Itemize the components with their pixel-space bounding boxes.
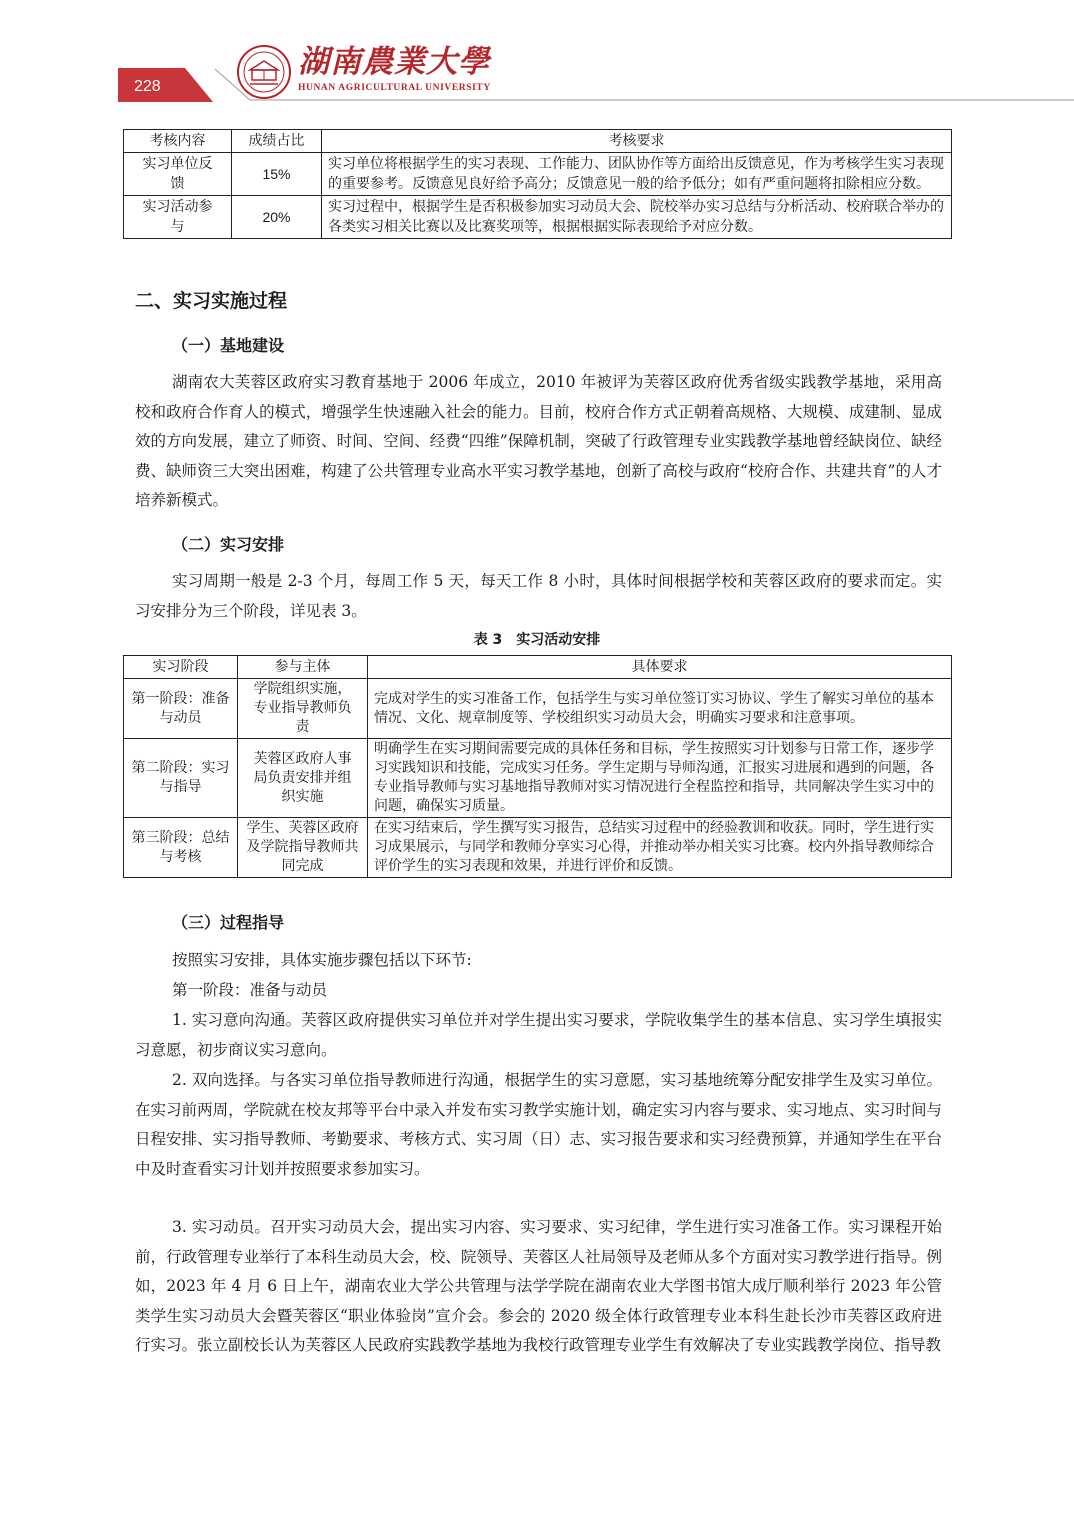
party-cell: 学院组织实施，专业指导教师负责 xyxy=(238,679,368,739)
paragraph: 湖南农大芙蓉区政府实习教育基地于 2006 年成立，2010 年被评为芙蓉区政府优秀省级实践教学基地，采用高校和政府合作育人的模式，增强学生快速融入社会的能力。目前，校府合作方式正朝着高规格、大规模、成建制、显成效的方向发展，建立了师资、时间、空间、经费“四维”保障机制，突破了行政管理专业实践教学基地曾经缺岗位、缺经费、缺师资三大突出困难，构建了公共管理专业高水平实习教学基地，创新了高校与政府“校府合作、共建共育”的人才培养新模式。 xyxy=(135,373,942,509)
requirement-cell: 在实习结束后，学生撰写实习报告，总结实习过程中的经验教训和收获。同时，学生进行实习成果展示，与同学和教师分享实习心得，并推动举办相关实习比赛。校内外指导教师综合评价学生的实习表现和效果，并进行评价和反馈。 xyxy=(368,818,952,878)
assessment-ratio: 15% xyxy=(232,153,322,196)
table-row xyxy=(124,196,952,239)
table-header-cell: 具体要求 xyxy=(368,656,952,679)
assessment-item: 实习活动参与 xyxy=(124,196,232,239)
table-header-cell: 参与主体 xyxy=(238,656,368,679)
table-header-cell: 考核要求 xyxy=(322,130,952,153)
paragraph: 3. 实习动员。召开实习动员大会，提出实习内容、实习要求、实习纪律，学生进行实习准备工作。实习课程开始前，行政管理专业举行了本科生动员大会，校、院领导、芙蓉区人社局领导及老师从多个方面对实习教学进行指导。例如，2023 年 4 月 6 日上午，湖南农业大学公共管理与法学学院在湖南农业大学图书馆大成厅顺利举行 2023 年公管类学生实习动员大会暨芙蓉区“职业体验岗”宣介会。参会的 2020 级全体行政管理专业本科生赴长沙市芙蓉区政府进行实习。张立副校长认为芙蓉区人民政府实践教学基地为我校行政管理专业学生有效解决了专业实践教学岗位、指导教 xyxy=(135,1218,942,1354)
table-header-row xyxy=(124,130,952,153)
internship-schedule-table xyxy=(123,655,952,878)
requirement-cell: 明确学生在实习期间需要完成的具体任务和目标，学生按照实习计划参与日常工作，逐步学习实践知识和技能，完成实习任务。学生定期与导师沟通，汇报实习进展和遇到的问题，各专业指导教师与实习基地指导教师对实习情况进行全程监控和指导，共同解决学生实习中的问题，确保实习质量。 xyxy=(368,739,952,818)
university-name-english: HUNAN AGRICULTURAL UNIVERSITY xyxy=(298,83,491,93)
table-caption: 表 3 实习活动安排 xyxy=(473,632,601,648)
assessment-table xyxy=(123,129,952,239)
stage-cell: 第二阶段：实习与指导 xyxy=(124,739,238,818)
paragraph: 第一阶段：准备与动员 xyxy=(172,981,328,999)
assessment-ratio: 20% xyxy=(232,196,322,239)
paragraph: 实习周期一般是 2-3 个月，每周工作 5 天，每天工作 8 小时，具体时间根据学校和芙蓉区政府的要求而定。实习安排分为三个阶段，详见表 3。 xyxy=(135,572,942,620)
table-header-cell: 考核内容 xyxy=(124,130,232,153)
table-header-row xyxy=(124,656,952,679)
stage-cell: 第一阶段：准备与动员 xyxy=(124,679,238,739)
stage-cell: 第三阶段：总结与考核 xyxy=(124,818,238,878)
page-number: 228 xyxy=(134,78,161,95)
table-row xyxy=(124,739,952,818)
table-row xyxy=(124,679,952,739)
subsection-heading: （三）过程指导 xyxy=(172,913,285,932)
page-header xyxy=(0,0,1074,120)
university-logo-icon xyxy=(236,44,292,100)
table-row xyxy=(124,818,952,878)
assessment-requirement: 实习单位将根据学生的实习表现、工作能力、团队协作等方面给出反馈意见，作为考核学生实习表现的重要参考。反馈意见良好给予高分；反馈意见一般的给予低分；如有严重问题将扣除相应分数。 xyxy=(322,153,952,196)
section-heading: 二、实习实施过程 xyxy=(135,290,288,312)
subsection-heading: （一）基地建设 xyxy=(172,336,285,355)
requirement-cell: 完成对学生的实习准备工作，包括学生与实习单位签订实习协议、学生了解实习单位的基本情况、文化、规章制度等、学校组织实习动员大会，明确实习要求和注意事项。 xyxy=(368,679,952,739)
paragraph: 按照实习安排，具体实施步骤包括以下环节: xyxy=(172,951,472,969)
party-cell: 芙蓉区政府人事局负责安排并组织实施 xyxy=(238,739,368,818)
party-cell: 学生、芙蓉区政府及学院指导教师共同完成 xyxy=(238,818,368,878)
table-header-cell: 成绩占比 xyxy=(232,130,322,153)
paragraph: 2. 双向选择。与各实习单位指导教师进行沟通，根据学生的实习意愿，实习基地统筹分配安排学生及实习单位。在实习前两周，学院就在校友邦等平台中录入并发布实习教学实施计划，确定实习内容与要求、实习地点、实习时间与日程安排、实习指导教师、考勤要求、考核方式、实习周（日）志、实习报告要求和实习经费预算，并通知学生在平台中及时查看实习计划并按照要求参加实习。 xyxy=(135,1071,942,1178)
table-header-cell: 实习阶段 xyxy=(124,656,238,679)
table-row xyxy=(124,153,952,196)
assessment-requirement: 实习过程中，根据学生是否积极参加实习动员大会、院校举办实习总结与分析活动、校府联合举办的各类实习相关比赛以及比赛奖项等，根据根据实际表现给予对应分数。 xyxy=(322,196,952,239)
header-band xyxy=(0,0,1074,120)
paragraph: 1. 实习意向沟通。芙蓉区政府提供实习单位并对学生提出实习要求，学院收集学生的基本信息、实习学生填报实习意愿，初步商议实习意向。 xyxy=(135,1011,942,1059)
university-name: 湖南農業大學 xyxy=(298,44,490,80)
assessment-item: 实习单位反馈 xyxy=(124,153,232,196)
page-number-tab xyxy=(118,68,213,102)
subsection-heading: （二）实习安排 xyxy=(172,535,285,554)
